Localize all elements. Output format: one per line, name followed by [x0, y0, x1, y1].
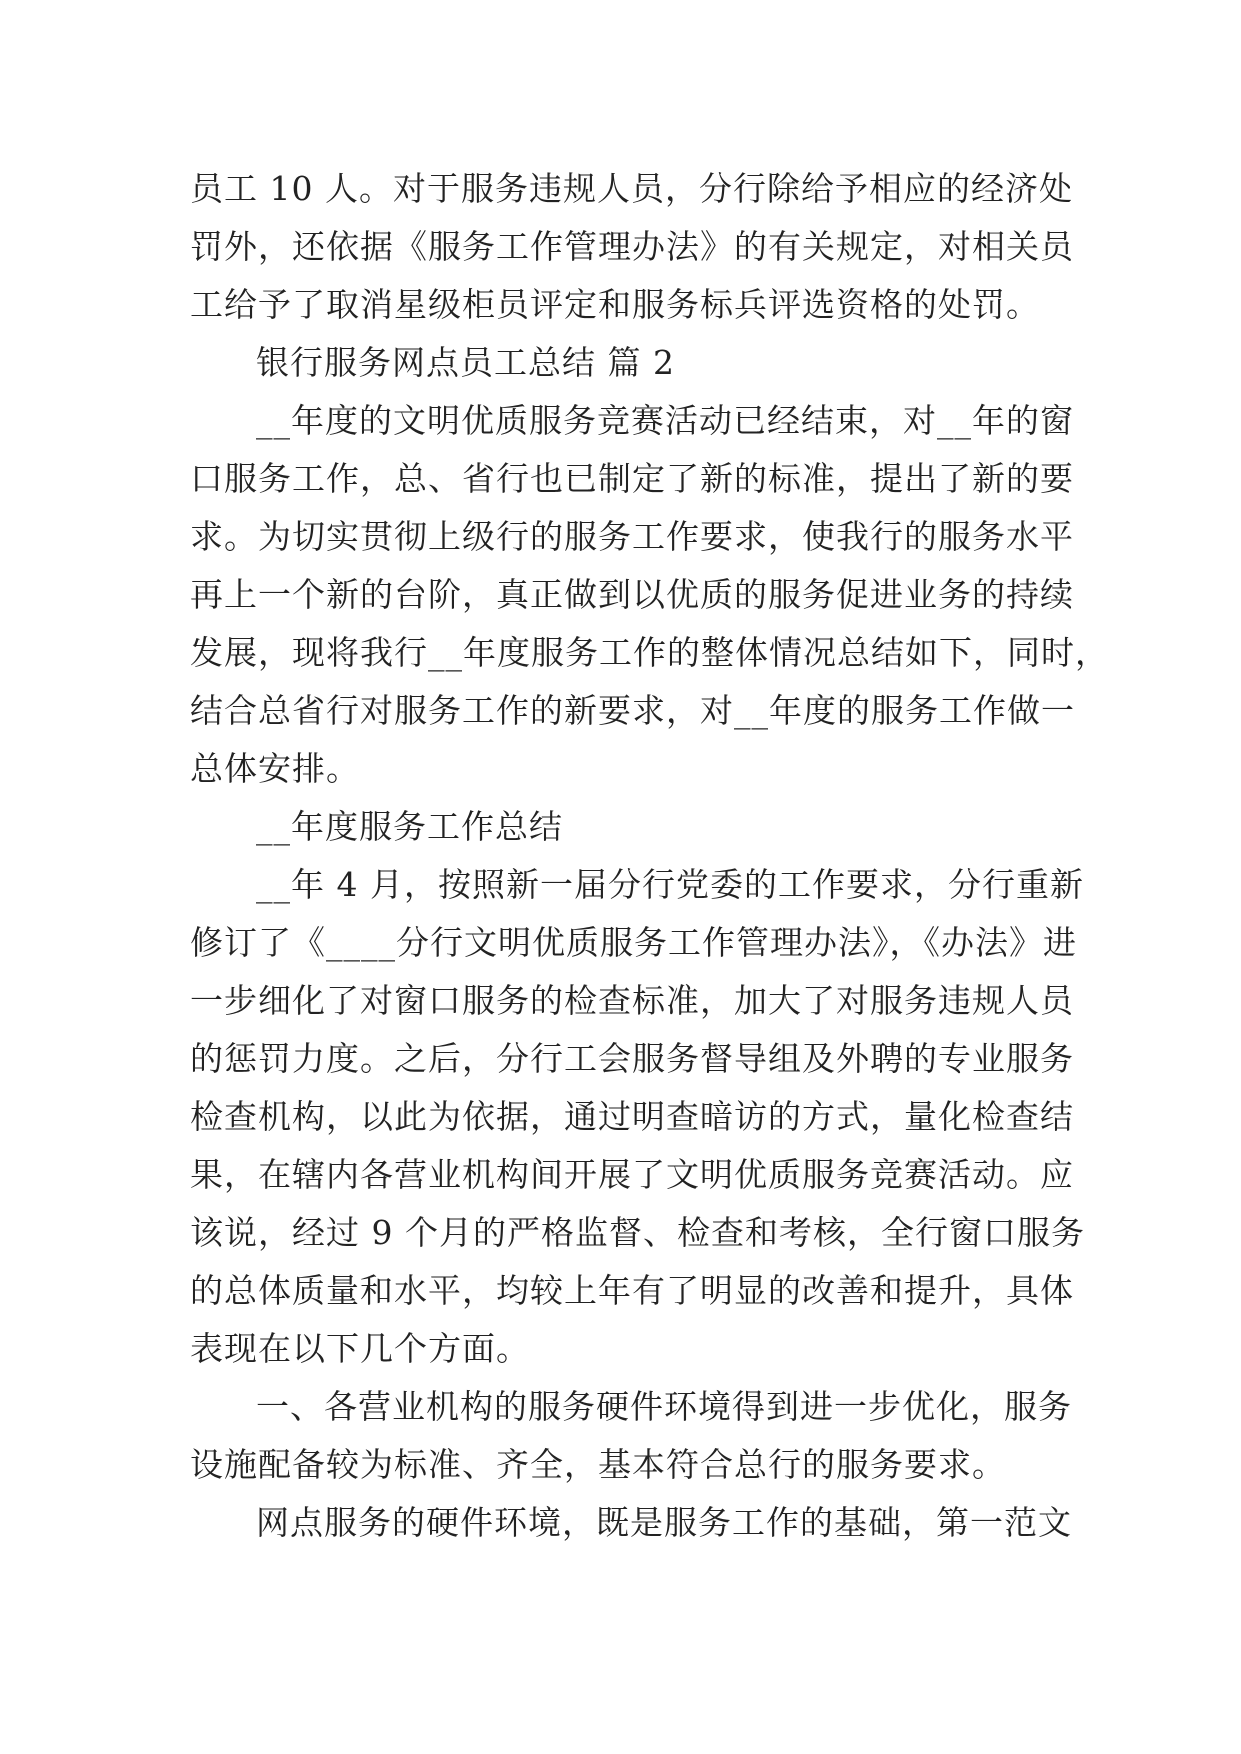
text-line: 果，在辖内各营业机构间开展了文明优质服务竞赛活动。应 — [190, 1155, 1074, 1194]
text-line: 该说，经过 9 个月的严格监督、检查和考核，全行窗口服务 — [190, 1213, 1085, 1252]
text-line: 员工 10 人。对于服务违规人员，分行除给予相应的经济处 — [190, 169, 1073, 208]
text-line: 总体安排。 — [190, 749, 360, 788]
text-line: 修订了《____分行文明优质服务工作管理办法》，《办法》进 — [190, 923, 1077, 962]
text-line: 口服务工作，总、省行也已制定了新的标准，提出了新的要 — [190, 459, 1074, 498]
text-line: 罚外，还依据《服务工作管理办法》的有关规定，对相关员 — [190, 227, 1074, 266]
text-line: 工给予了取消星级柜员评定和服务标兵评选资格的处罚。 — [190, 285, 1040, 324]
text-line: 求。为切实贯彻上级行的服务工作要求，使我行的服务水平 — [190, 517, 1074, 556]
text-line: 网点服务的硬件环境，既是服务工作的基础，第一范文 — [256, 1503, 1072, 1542]
text-line: 表现在以下几个方面。 — [190, 1329, 530, 1368]
document-page — [190, 160, 1109, 1552]
subsection-heading: __年度服务工作总结 — [256, 807, 563, 846]
text-line: 的惩罚力度。之后，分行工会服务督导组及外聘的专业服务 — [190, 1039, 1074, 1078]
text-line: 的总体质量和水平，均较上年有了明显的改善和提升，具体 — [190, 1271, 1074, 1310]
text-line: __年 4 月，按照新一届分行党委的工作要求，分行重新 — [256, 865, 1084, 904]
text-line: 发展，现将我行__年度服务工作的整体情况总结如下，同时， — [190, 633, 1109, 672]
section-heading: 银行服务网点员工总结 篇 2 — [256, 343, 675, 382]
text-line: 检查机构，以此为依据，通过明查暗访的方式，量化检查结 — [190, 1097, 1074, 1136]
text-line: 结合总省行对服务工作的新要求，对__年度的服务工作做一 — [190, 691, 1075, 730]
text-line: 再上一个新的台阶，真正做到以优质的服务促进业务的持续 — [190, 575, 1074, 614]
text-line: 一、各营业机构的服务硬件环境得到进一步优化，服务 — [256, 1387, 1072, 1426]
text-line: __年度的文明优质服务竞赛活动已经结束，对__年的窗 — [256, 401, 1074, 440]
text-line: 设施配备较为标准、齐全，基本符合总行的服务要求。 — [190, 1445, 1006, 1484]
text-line: 一步细化了对窗口服务的检查标准，加大了对服务违规人员 — [190, 981, 1074, 1020]
